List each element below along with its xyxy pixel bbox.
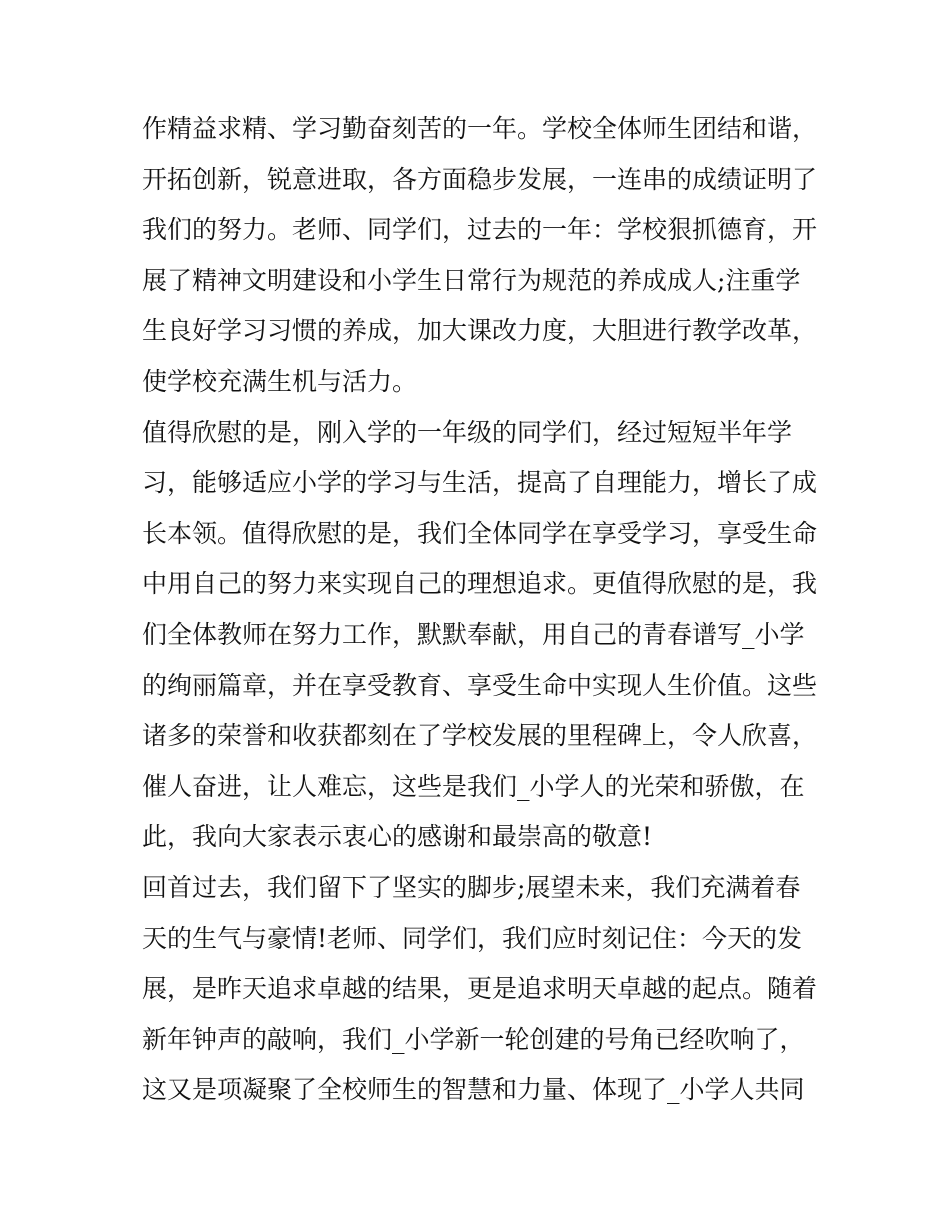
text-line: 这又是项凝聚了全校师生的智慧和力量、体现了_小学人共同	[142, 1075, 805, 1105]
text-line: 催人奋进，让人难忘，这些是我们_小学人的光荣和骄傲，在	[142, 771, 805, 801]
text-line: 我们的努力。老师、同学们，过去的一年：学校狠抓德育，开	[142, 215, 818, 245]
text-line: 展了精神文明建设和小学生日常行为规范的养成成人;注重学	[142, 265, 801, 295]
text-line: 值得欣慰的是，刚入学的一年级的同学们，经过短短半年学	[142, 417, 793, 447]
text-line: 此，我向大家表示衷心的感谢和最崇高的敬意!	[142, 822, 653, 852]
text-line: 作精益求精、学习勤奋刻苦的一年。学校全体师生团结和谐，	[142, 114, 818, 143]
document-body	[142, 104, 818, 1116]
text-line: 回首过去，我们留下了坚实的脚步;展望未来，我们充满着春	[142, 872, 801, 902]
text-line: 新年钟声的敲响，我们_小学新一轮创建的号角已经吹响了，	[142, 1024, 805, 1054]
paragraph-3	[142, 863, 818, 1116]
text-line: 天的生气与豪情!老师、同学们，我们应时刻记住：今天的发	[142, 923, 803, 953]
text-line: 的绚丽篇章，并在享受教育、享受生命中实现人生价值。这些	[142, 670, 818, 700]
text-line: 展，是昨天追求卓越的结果，更是追求明天卓越的起点。随着	[142, 974, 818, 1004]
paragraph-1	[142, 104, 818, 408]
text-line: 中用自己的努力来实现自己的理想追求。更值得欣慰的是，我	[142, 569, 818, 599]
text-line: 长本领。值得欣慰的是，我们全体同学在享受学习，享受生命	[142, 518, 818, 548]
text-line: 们全体教师在努力工作，默默奉献，用自己的青春谱写_小学	[142, 619, 805, 649]
text-line: 诸多的荣誉和收获都刻在了学校发展的里程碑上，令人欣喜，	[142, 721, 818, 751]
paragraph-2	[142, 408, 818, 863]
text-line: 习，能够适应小学的学习与生活，提高了自理能力，增长了成	[142, 468, 818, 498]
text-line: 生良好学习习惯的养成，加大课改力度，大胆进行教学改革，	[142, 316, 818, 346]
text-line: 使学校充满生机与活力。	[142, 366, 418, 396]
text-line: 开拓创新，锐意进取，各方面稳步发展，一连串的成绩证明了	[142, 164, 818, 194]
